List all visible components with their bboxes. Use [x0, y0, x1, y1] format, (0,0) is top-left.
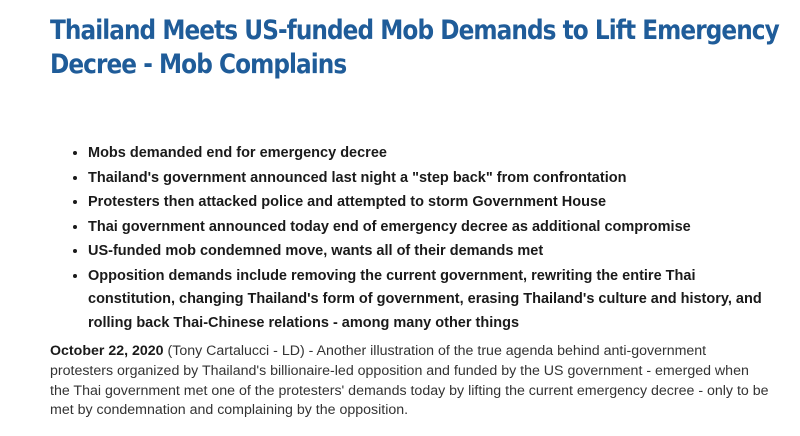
article-dateline: October 22, 2020 [50, 343, 164, 359]
summary-bullet-list [68, 141, 778, 335]
summary-bullet-1: • Mobs demanded end for emergency decree [88, 141, 778, 166]
summary-bullet-5: • US-funded mob condemned move, wants all of their demands met [88, 239, 778, 264]
article-lede-text: (Tony Cartalucci - LD) - Another illustration of the true agenda behind anti-government protesters organized by Thailand's billionaire-led opposition and funded by the US government - emerged when the Thai government met one of the protesters' demands today by lifting the current emergency decree - only to be met by condemnation and complaining by the opposition. [50, 343, 769, 419]
article-title-line-2: Decree - Mob Complains [50, 49, 347, 80]
summary-bullet-3: • Protesters then attacked police and attempted to storm Government House [88, 190, 778, 215]
summary-bullet-2: • Thailand's government announced last night a "step back" from confrontation [88, 166, 778, 191]
article-title-line-1: Thailand Meets US-funded Mob Demands to Lift Emergency [50, 15, 779, 46]
article-lede-paragraph [50, 342, 770, 421]
summary-bullet-6: • Opposition demands include removing the current government, rewriting the entire Thai constitution, changing Thailand's form of government, erasing Thailand's culture and history, and rolling back Thai-Chinese relations - among many other things [88, 264, 778, 336]
summary-bullet-4: • Thai government announced today end of emergency decree as additional compromise [88, 215, 778, 240]
article-title [50, 14, 779, 82]
